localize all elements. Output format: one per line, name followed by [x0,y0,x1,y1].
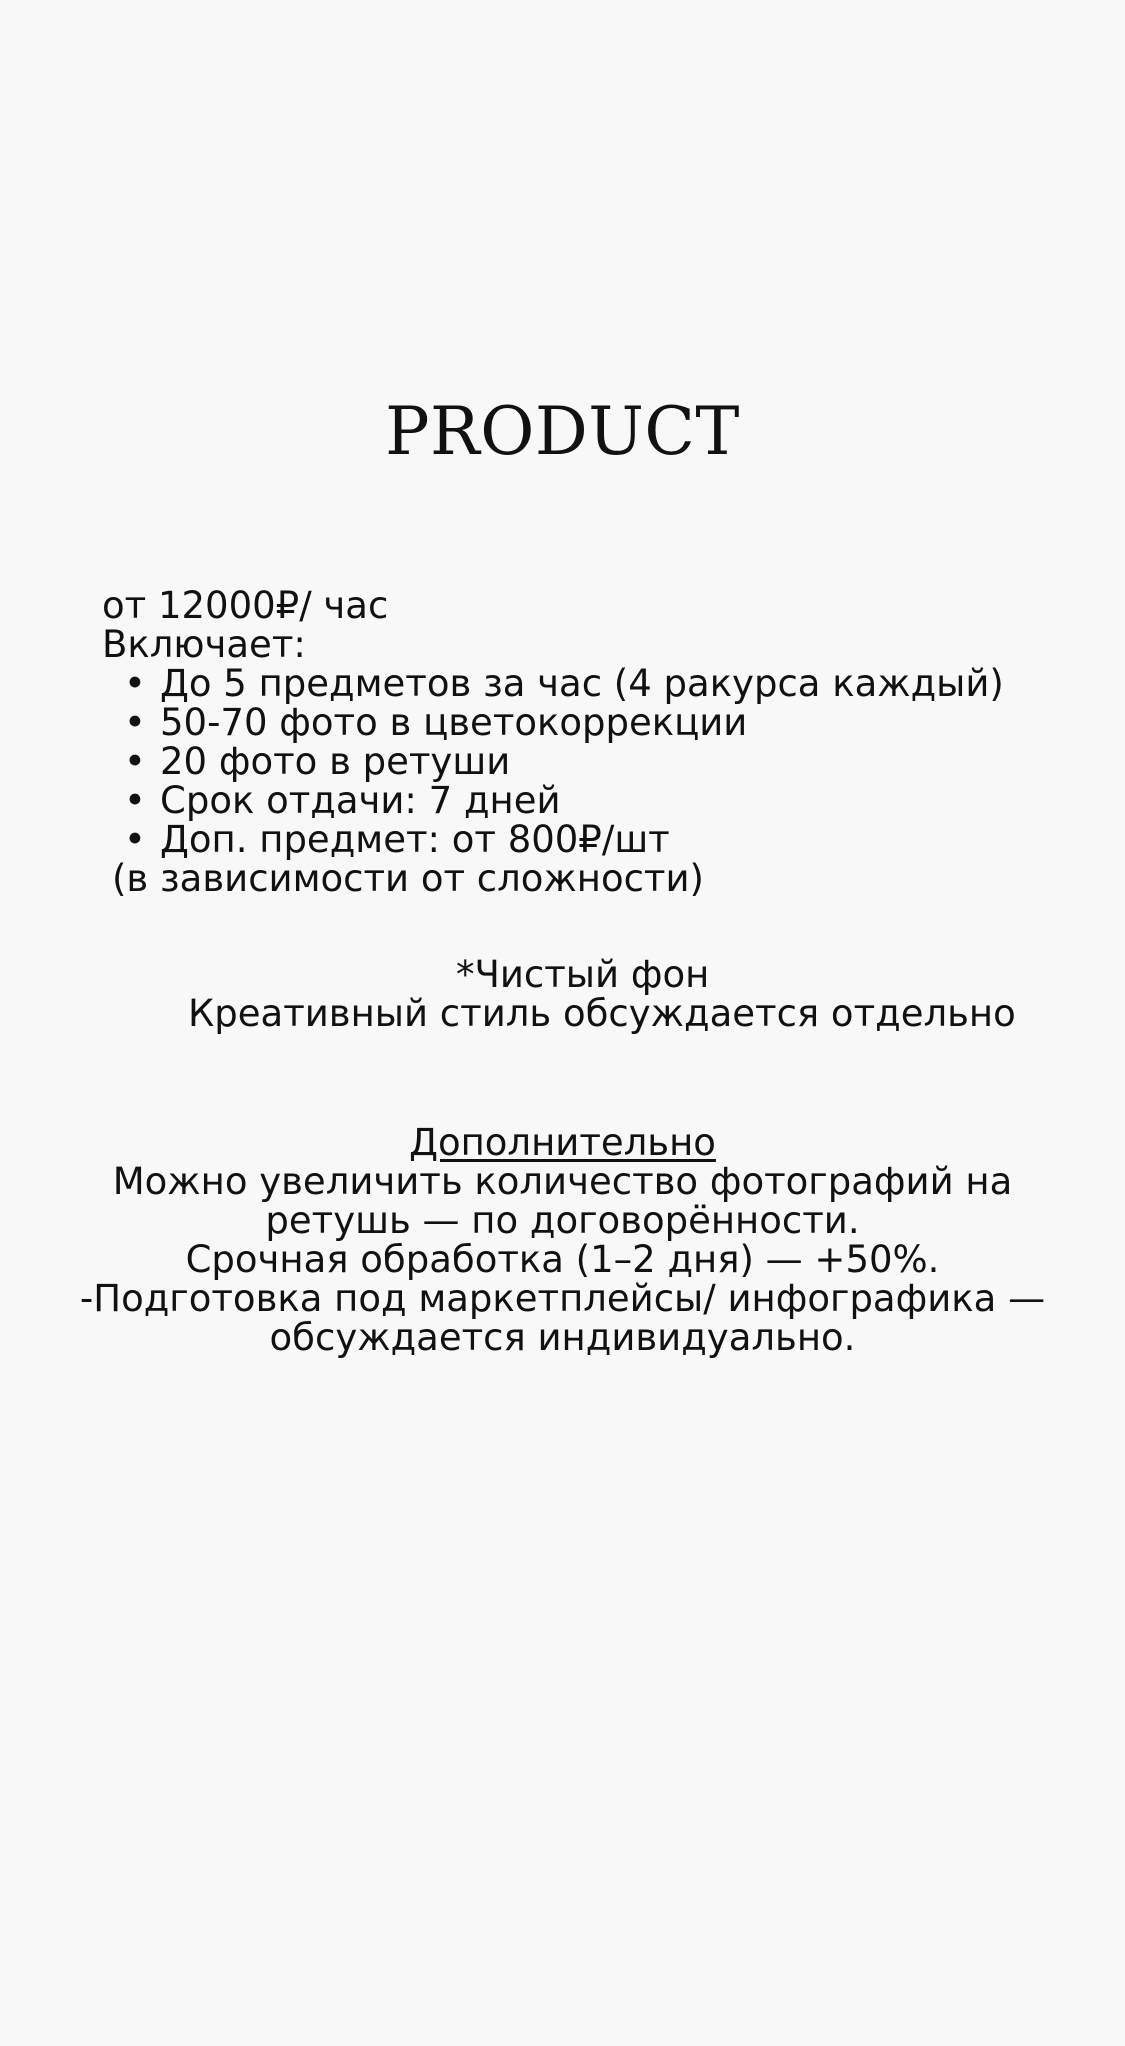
list-item [102,664,1062,703]
bullet-icon: • [124,701,146,744]
price-line: от 12000₽/ час [102,584,389,627]
list-item-text: Срок отдачи: 7 дней [160,779,561,822]
clean-background-note: *Чистый фон [456,953,710,996]
extra-line: -Подготовка под маркетплейсы/ инфографика — [79,1277,1046,1320]
bullet-icon: • [124,818,146,861]
extra-line: Срочная обработка (1–2 дня) — +50%. [185,1238,940,1281]
list-item-text: 50-70 фото в цветокоррекции [160,701,748,744]
bullet-icon: • [124,662,146,705]
list-item [102,781,1062,820]
extra-line: Можно увеличить количество фотографий на [112,1160,1013,1203]
extra-section [0,1123,1125,1357]
extra-line: обсуждается индивидуально. [269,1316,856,1359]
list-item-text: Доп. предмет: от 800₽/шт [160,818,670,861]
list-item-text: 20 фото в ретуши [160,740,511,783]
list-item [102,742,1062,781]
bullet-icon: • [124,740,146,783]
list-item [102,703,1062,742]
list-item [102,820,1062,859]
extra-line: ретушь — по договорённости. [265,1199,860,1242]
complexity-note: (в зависимости от сложности) [112,857,704,900]
creative-style-note: Креативный стиль обсуждается отдельно [188,992,1016,1035]
bullet-icon: • [124,779,146,822]
page-title: PRODUCT [385,393,740,470]
list-item-text: До 5 предметов за час (4 ракурса каждый) [160,662,1004,705]
includes-list [102,664,1062,859]
price-block [102,586,1062,898]
includes-label: Включает: [102,623,306,666]
extra-heading: Дополнительно [409,1121,716,1164]
